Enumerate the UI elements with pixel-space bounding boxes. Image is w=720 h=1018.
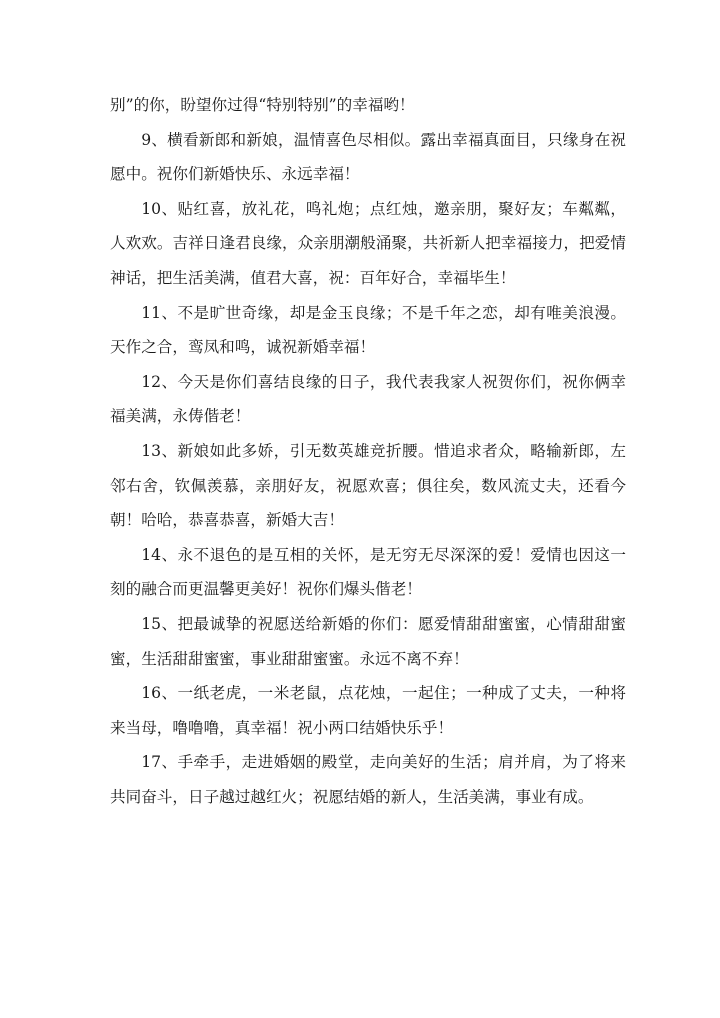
- paragraph-15: 15、把最诚挚的祝愿送给新婚的你们：愿爱情甜甜蜜蜜，心情甜甜蜜蜜，生活甜甜蜜蜜，事业甜甜蜜蜜。永远不离不弃！: [110, 614, 626, 668]
- paragraph-9: 9、横看新郎和新娘，温情喜色尽相似。露出幸福真面目，只缘身在祝愿中。祝你们新婚快乐、永远幸福！: [110, 130, 626, 184]
- paragraph-14: 14、永不退色的是互相的关怀，是无穷无尽深深的爱！爱情也因这一刻的融合而更温馨更美好！祝你们爆头偕老！: [110, 545, 626, 599]
- paragraph-11: 11、不是旷世奇缘，却是金玉良缘；不是千年之恋，却有唯美浪漫。天作之合，鸾凤和鸣，诚祝新婚幸福！: [110, 303, 626, 357]
- paragraph-10: 10、贴红喜，放礼花，鸣礼炮；点红烛，邀亲朋，聚好友；车粼粼，人欢欢。吉祥日逢君良缘，众亲朋潮般涌聚，共祈新人把幸福接力，把爱情神话，把生活美满，值君大喜，祝：百年好合，幸福毕生！: [110, 199, 626, 287]
- paragraph-13: 13、新娘如此多娇，引无数英雄竞折腰。惜追求者众，略输新郎，左邻右舍，钦佩羡慕，亲朋好友，祝愿欢喜；俱往矣，数风流丈夫，还看今朝！哈哈，恭喜恭喜，新婚大吉！: [110, 441, 626, 530]
- paragraph-12: 12、今天是你们喜结良缘的日子，我代表我家人祝贺你们，祝你俩幸福美满，永俦偕老！: [110, 372, 626, 426]
- paragraph-17: 17、手牵手，走进婚姻的殿堂，走向美好的生活；肩并肩，为了将来共同奋斗，日子越过越红火；祝愿结婚的新人，生活美满，事业有成。: [110, 753, 626, 806]
- document-body: [110, 88, 626, 814]
- paragraph-16: 16、一纸老虎，一米老鼠，点花烛，一起住；一种成了丈夫，一种将来当母，噜噜噜，真幸福！祝小两口结婚快乐乎！: [110, 684, 626, 737]
- paragraph-continuation: 别”的你，盼望你过得“特别特别”的幸福哟！: [110, 96, 415, 114]
